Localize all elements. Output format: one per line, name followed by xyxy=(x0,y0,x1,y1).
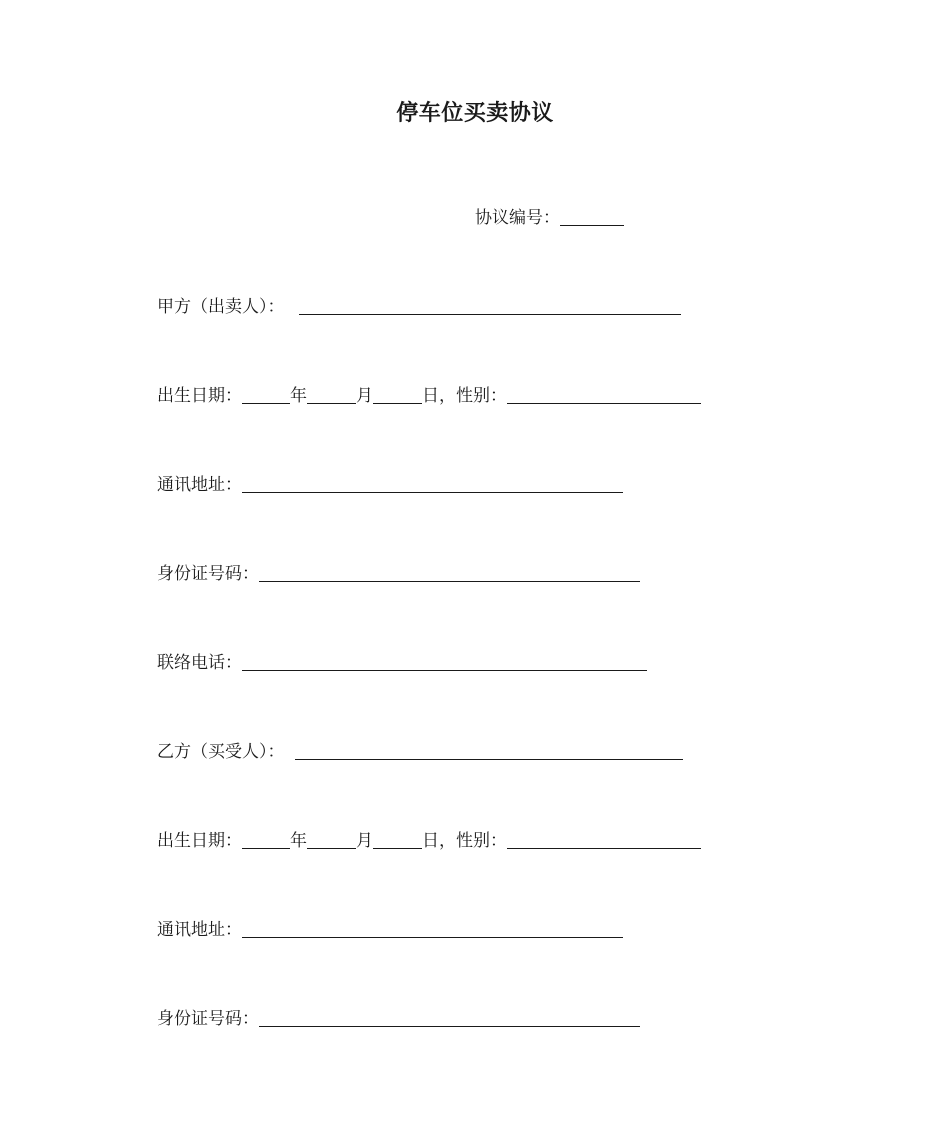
party-a-phone-line xyxy=(157,651,647,675)
birth-year-blank xyxy=(242,385,290,404)
address-label: 通讯地址： xyxy=(157,475,242,495)
party-b-birth-line xyxy=(157,829,701,853)
month-label: 月 xyxy=(356,831,373,851)
party-b-line xyxy=(157,740,683,764)
party-a-label: 甲方（出卖人）： xyxy=(157,297,285,317)
day-gender-label: 日，性别： xyxy=(422,831,507,851)
address-blank xyxy=(242,474,623,493)
month-label: 月 xyxy=(356,386,373,406)
id-number-blank xyxy=(259,1008,640,1027)
document-title: 停车位买卖协议 xyxy=(396,101,554,126)
party-a-blank xyxy=(299,296,681,315)
gender-blank xyxy=(507,385,701,404)
day-gender-label: 日，性别： xyxy=(422,386,507,406)
party-b-address-line xyxy=(157,918,623,942)
party-b-id-line xyxy=(157,1007,640,1031)
birth-day-blank xyxy=(373,830,422,849)
id-number-blank xyxy=(259,563,640,582)
phone-blank xyxy=(242,652,647,671)
birth-month-blank xyxy=(307,385,356,404)
party-b-label: 乙方（买受人）： xyxy=(157,742,285,762)
id-number-label: 身份证号码： xyxy=(157,564,259,584)
party-a-birth-line xyxy=(157,384,701,408)
birth-label: 出生日期： xyxy=(157,386,242,406)
birth-month-blank xyxy=(307,830,356,849)
agreement-number-blank xyxy=(560,207,624,226)
year-label: 年 xyxy=(290,386,307,406)
agreement-number-label: 协议编号： xyxy=(475,208,560,228)
party-a-address-line xyxy=(157,473,623,497)
year-label: 年 xyxy=(290,831,307,851)
birth-day-blank xyxy=(373,385,422,404)
party-a-id-line xyxy=(157,562,640,586)
birth-label: 出生日期： xyxy=(157,831,242,851)
address-blank xyxy=(242,919,623,938)
party-a-line xyxy=(157,295,681,319)
gender-blank xyxy=(507,830,701,849)
phone-label: 联络电话： xyxy=(157,653,242,673)
agreement-number-line xyxy=(475,206,624,230)
party-b-blank xyxy=(295,741,683,760)
address-label: 通讯地址： xyxy=(157,920,242,940)
id-number-label: 身份证号码： xyxy=(157,1009,259,1029)
birth-year-blank xyxy=(242,830,290,849)
